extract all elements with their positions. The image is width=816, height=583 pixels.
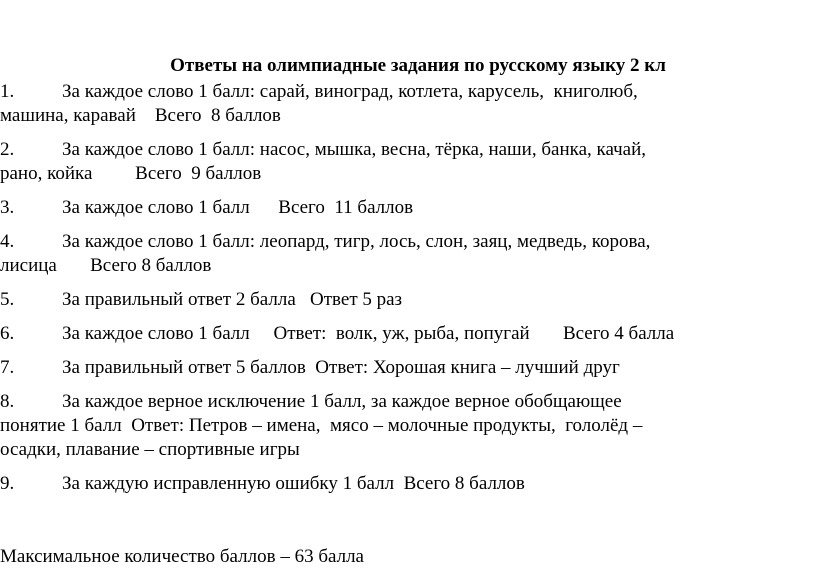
answer-item — [0, 390, 812, 462]
answer-number: 1. — [0, 81, 15, 102]
answer-number: 3. — [0, 197, 15, 218]
answer-number: 2. — [0, 139, 15, 160]
answer-item — [0, 230, 812, 278]
answer-item — [0, 356, 812, 380]
answer-number: 8. — [0, 391, 15, 412]
answer-text-line: осадки, плавание – спортивные игры — [0, 439, 300, 460]
answer-text-line: За каждое слово 1 балл: леопард, тигр, лось, слон, заяц, медведь, корова, — [62, 231, 651, 252]
answer-number: 5. — [0, 289, 15, 310]
answer-item — [0, 472, 812, 496]
answer-number: 6. — [0, 323, 15, 344]
answer-text-line: За каждое слово 1 балл Всего 11 баллов — [62, 197, 414, 218]
answer-text-line: За каждое слово 1 балл Ответ: волк, уж, рыба, попугай Всего 4 балла — [62, 323, 675, 344]
answer-text-line: За правильный ответ 2 балла Ответ 5 раз — [62, 289, 403, 310]
max-score-total: Максимальное количество баллов – 63 балла — [0, 546, 364, 567]
answer-item — [0, 80, 812, 128]
answer-text-line: За правильный ответ 5 баллов Ответ: Хорошая книга – лучший друг — [62, 357, 620, 378]
answer-number: 4. — [0, 231, 15, 252]
answer-text-line: рано, койка Всего 9 баллов — [0, 163, 262, 184]
answer-text-line: За каждое слово 1 балл: сарай, виноград, котлета, карусель, книголюб, — [62, 81, 638, 102]
answer-item — [0, 288, 812, 312]
document-title: Ответы на олимпиадные задания по русскому языку 2 кл — [170, 55, 666, 76]
answer-list — [0, 80, 812, 506]
answer-text-line: понятие 1 балл Ответ: Петров – имена, мясо – молочные продукты, гололёд – — [0, 415, 643, 436]
answer-text-line: машина, каравай Всего 8 баллов — [0, 105, 281, 126]
answer-number: 7. — [0, 357, 15, 378]
answer-item — [0, 322, 812, 346]
answer-item — [0, 196, 812, 220]
answer-text-line: За каждое верное исключение 1 балл, за каждое верное обобщающее — [62, 391, 622, 412]
answer-text-line: За каждую исправленную ошибку 1 балл Всего 8 баллов — [62, 473, 525, 494]
answer-item — [0, 138, 812, 186]
answer-text-line: За каждое слово 1 балл: насос, мышка, весна, тёрка, наши, банка, качай, — [62, 139, 647, 160]
answer-text-line: лисица Всего 8 баллов — [0, 255, 212, 276]
answer-number: 9. — [0, 473, 15, 494]
